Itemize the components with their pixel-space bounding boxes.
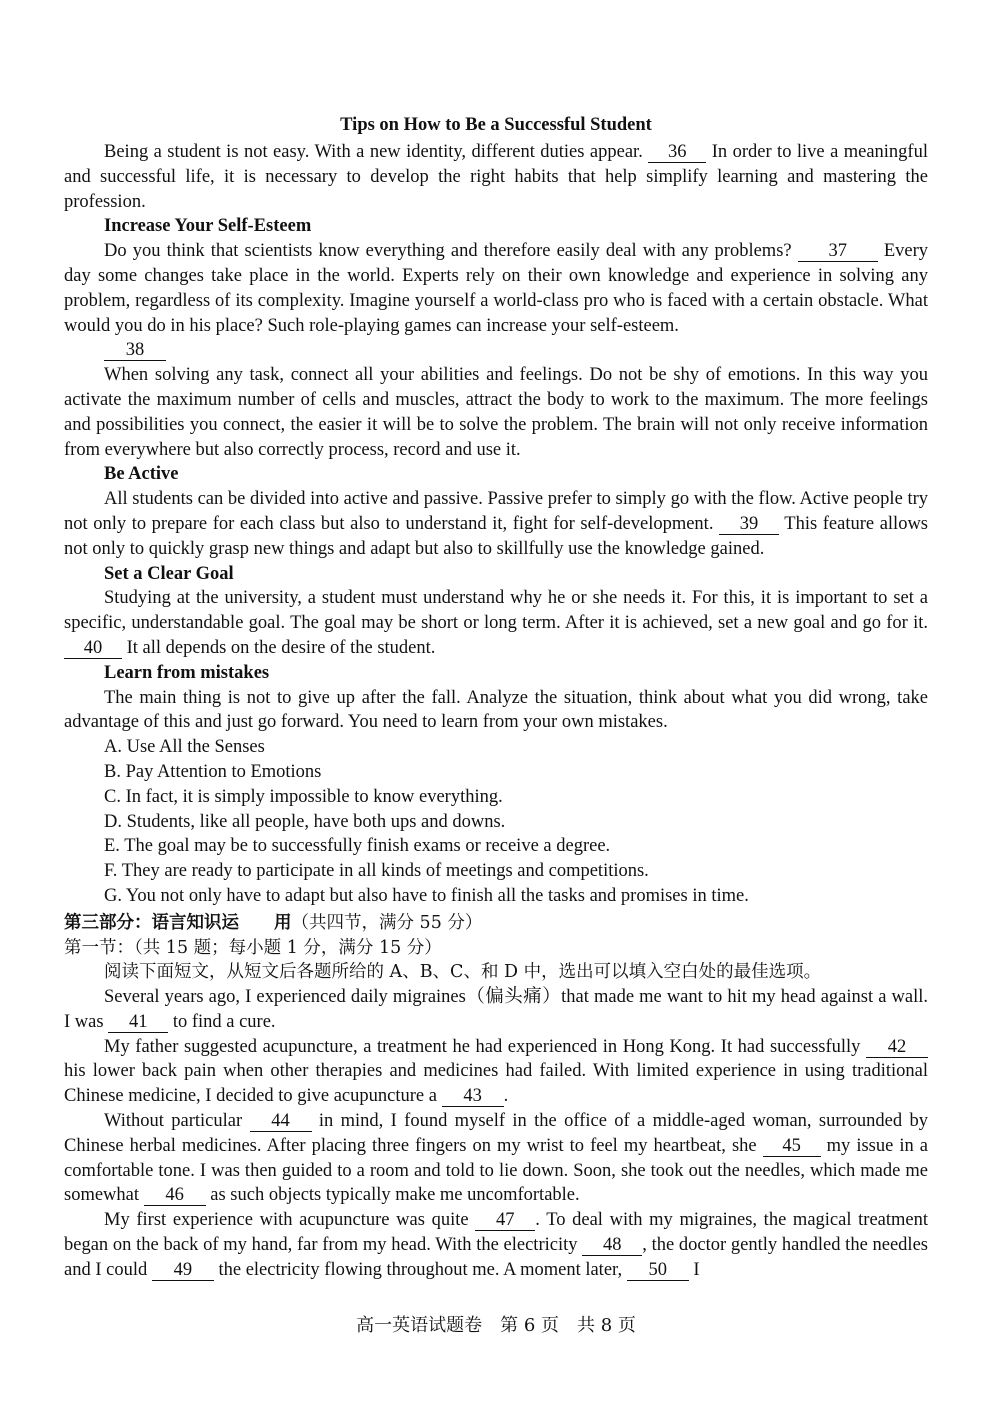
- blank-38: 38: [104, 340, 166, 361]
- blank-44: 44: [250, 1111, 312, 1132]
- blank-38-line: [64, 338, 928, 363]
- blank-42: 42: [866, 1037, 928, 1058]
- blank-40: 40: [64, 638, 122, 659]
- option-g: G. You not only have to adapt but also have to finish all the tasks and promises in time.: [104, 885, 749, 906]
- paragraph-mistakes: The main thing is not to give up after the fall. Analyze the situation, think about what you did wrong, take advantage of this and just go forward. You need to learn from your own mistakes.: [64, 687, 928, 733]
- page-footer: 高一英语试题卷 第 6 页 共 8 页: [356, 1315, 636, 1336]
- paragraph-clear-goal: Studying at the university, a student must understand why he or she needs it. For this, it is important to set a specific, understandable goal. The goal may be short or long term. After it is achieved, set a new goal and go for it. 40 It all depends on the desire of the student.: [64, 588, 928, 658]
- blank-37: 37: [798, 241, 878, 262]
- section-three-heading: 第三部分：语言知识运 用（共四节，满分 55 分）: [64, 912, 483, 933]
- cloze-paragraph-1: Several years ago, I experienced daily migraines（偏头痛）that made me want to hit my head against a wall. I was 41 to find a cure.: [64, 987, 928, 1032]
- heading-clear-goal: Set a Clear Goal: [104, 563, 234, 584]
- intro-paragraph: Being a student is not easy. With a new identity, different duties appear. 36 In order to live a meaningful and successful life, it is necessary to develop the right habits that help simplify learning and mastering the profession.: [64, 142, 928, 212]
- blank-46: 46: [144, 1185, 206, 1206]
- option-f: F. They are ready to participate in all kinds of meetings and competitions.: [104, 861, 649, 882]
- blank-50: 50: [627, 1260, 689, 1281]
- cloze-paragraph-3: Without particular 44 in mind, I found myself in the office of a middle-aged woman, surrounded by Chinese herbal medicines. After placing three fingers on my wrist to feel my heartbeat, she 45 my issue in a comfortable tone. I was then guided to a room and told to lie down. Soon, she took out the needles, which made me somewhat 46 as such objects typically make me uncomfortable.: [64, 1111, 928, 1206]
- cloze-paragraph-4: My first experience with acupuncture was quite 47 . To deal with my migraines, the magical treatment began on the back of my hand, far from my head. With the electricity 48 , the doctor gently handled the needles and I could 49 the electricity flowing throughout me. A moment later, 50 I: [64, 1210, 929, 1280]
- heading-self-esteem: Increase Your Self-Esteem: [104, 216, 312, 237]
- blank-45: 45: [763, 1136, 821, 1157]
- blank-47: 47: [475, 1210, 535, 1231]
- heading-mistakes: Learn from mistakes: [104, 662, 270, 683]
- cloze-paragraph-2: My father suggested acupuncture, a treatment he had experienced in Hong Kong. It had successfully 42 his lower back pain when other therapies and medicines had failed. With limited experience in using traditional Chinese medicine, I decided to give acupuncture a 43 .: [64, 1036, 928, 1107]
- blank-36: 36: [648, 142, 706, 163]
- section-instruction: 阅读下面短文，从短文后各题所给的 A、B、C、和 D 中，选出可以填入空白处的最佳选项。: [104, 962, 822, 983]
- option-a: A. Use All the Senses: [104, 737, 265, 758]
- paragraph-self-esteem: Do you think that scientists know everything and therefore easily deal with any problems? 37 Every day some changes take place in the world. Experts rely on their own knowledge and experience in solving any problem, regardless of its complexity. Imagine yourself a world-class pro who is faced with a certain obstacle. What would you do in his place? Such role-playing games can increase your self-esteem.: [64, 241, 928, 336]
- blank-39: 39: [719, 514, 779, 535]
- option-c: C. In fact, it is simply impossible to know everything.: [104, 786, 503, 807]
- heading-be-active: Be Active: [104, 464, 179, 485]
- blank-48: 48: [582, 1235, 642, 1256]
- reading-passage: [64, 140, 928, 1283]
- option-d: D. Students, like all people, have both ups and downs.: [104, 811, 506, 832]
- paragraph-be-active: All students can be divided into active and passive. Passive prefer to simply go with the flow. Active people try not only to prepare for each class but also to understand it, fight for self-development. 39 This feature allows not only to quickly grasp new things and adapt but also to skillfully use the knowledge gained.: [64, 489, 929, 559]
- blank-43: 43: [442, 1086, 504, 1107]
- paragraph-senses: When solving any task, connect all your abilities and feelings. Do not be shy of emotions. In this way you activate the maximum number of cells and muscles, attract the body to work to the maximum. The more feelings and possibilities you connect, the easier it will be to solve the problem. The brain will not only receive information from everywhere but also correctly process, record and use it.: [64, 365, 928, 460]
- passage-title: Tips on How to Be a Successful Student: [340, 115, 652, 135]
- option-b: B. Pay Attention to Emotions: [104, 761, 322, 782]
- blank-49: 49: [152, 1260, 214, 1281]
- section-one-subheading: 第一节：（共 15 题；每小题 1 分，满分 15 分）: [64, 937, 442, 958]
- blank-41: 41: [108, 1012, 168, 1033]
- option-e: E. The goal may be to successfully finish exams or receive a degree.: [104, 836, 611, 857]
